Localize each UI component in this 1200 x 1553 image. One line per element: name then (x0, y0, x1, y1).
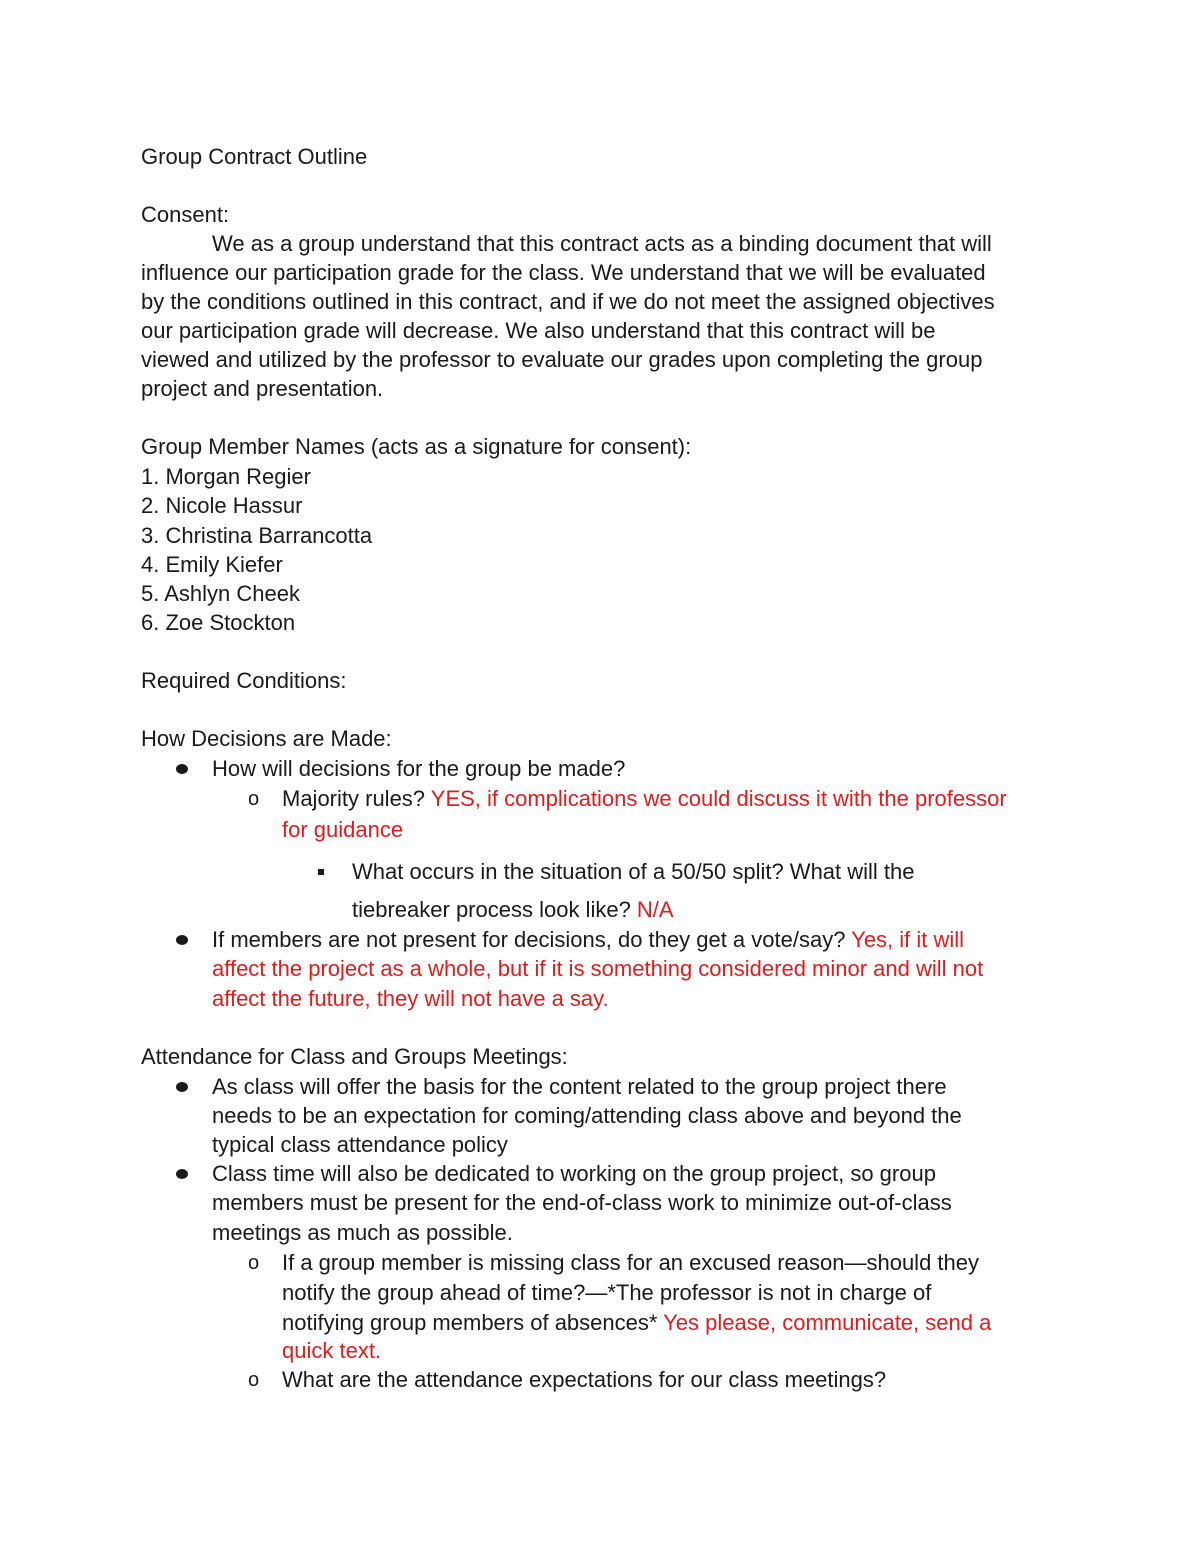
answer-text: quick text. (282, 1338, 382, 1363)
attendance-item-line: typical class attendance policy (212, 1132, 508, 1157)
answer-text: affect the future, they will not have a say. (212, 986, 609, 1011)
question-text: notifying group members of absences* (282, 1310, 664, 1335)
decision-question: How will decisions for the group be made? (212, 756, 626, 781)
square-bullet-icon (318, 869, 324, 875)
required-conditions-heading: Required Conditions: (141, 668, 347, 693)
attendance-subitem-line: notify the group ahead of time?—*The professor is not in charge of (282, 1280, 932, 1305)
circle-bullet-icon: o (248, 1369, 260, 1391)
member-name: 1. Morgan Regier (141, 464, 311, 489)
circle-bullet-icon: o (248, 1252, 260, 1274)
answer-text: YES, if complications we could discuss it with the professor (430, 786, 1007, 811)
circle-bullet-icon: o (248, 788, 260, 810)
question-text: tiebreaker process look like? (352, 897, 637, 922)
attendance-subitem-line: What are the attendance expectations for our class meetings? (282, 1367, 887, 1392)
consent-line: by the conditions outlined in this contract, and if we do not meet the assigned objectives (141, 289, 995, 314)
member-name: 2. Nicole Hassur (141, 493, 303, 518)
member-name: 3. Christina Barrancotta (141, 523, 373, 548)
consent-line: viewed and utilized by the professor to evaluate our grades upon completing the group (141, 347, 983, 372)
answer-text: Yes please, communicate, send a (663, 1310, 992, 1335)
decision-question (212, 929, 964, 951)
member-name: 5. Ashlyn Cheek (141, 581, 300, 606)
attendance-item-line: As class will offer the basis for the content related to the group project there (212, 1074, 947, 1099)
attendance-subitem-line (282, 1312, 991, 1334)
consent-line: project and presentation. (141, 376, 384, 401)
bullet-icon (176, 1082, 188, 1092)
bullet-icon (176, 1169, 188, 1179)
consent-heading: Consent: (141, 202, 230, 227)
member-name: 6. Zoe Stockton (141, 610, 296, 635)
member-name: 4. Emily Kiefer (141, 552, 283, 577)
members-heading: Group Member Names (acts as a signature for consent): (141, 434, 692, 459)
question-text: If members are not present for decisions, do they get a vote/say? (212, 927, 852, 952)
answer-text: affect the project as a whole, but if it is something considered minor and will not (212, 956, 984, 981)
attendance-item-line: members must be present for the end-of-class work to minimize out-of-class (212, 1190, 952, 1215)
attendance-item-line: needs to be an expectation for coming/attending class above and beyond the (212, 1103, 962, 1128)
attendance-item-line: meetings as much as possible. (212, 1220, 513, 1245)
decision-subitem (282, 788, 1007, 810)
decisions-heading: How Decisions are Made: (141, 726, 392, 751)
bullet-icon (176, 764, 188, 774)
attendance-heading: Attendance for Class and Groups Meetings: (141, 1044, 568, 1069)
document-title: Group Contract Outline (141, 144, 368, 169)
bullet-icon (176, 935, 188, 945)
consent-line: our participation grade will decrease. We also understand that this contract will be (141, 318, 936, 343)
decision-subsubitem: What occurs in the situation of a 50/50 split? What will the (352, 859, 915, 884)
answer-text: for guidance (282, 817, 404, 842)
answer-text: Yes, if it will (851, 927, 965, 952)
question-text: Majority rules? (282, 786, 431, 811)
attendance-item-line: Class time will also be dedicated to working on the group project, so group (212, 1161, 936, 1186)
decision-subsubitem (352, 899, 674, 921)
consent-line: We as a group understand that this contract acts as a binding document that will (212, 231, 992, 256)
attendance-subitem-line: If a group member is missing class for an excused reason—should they (282, 1250, 979, 1275)
consent-line: influence our participation grade for the class. We understand that we will be evaluated (141, 260, 986, 285)
answer-text: N/A (636, 897, 674, 922)
